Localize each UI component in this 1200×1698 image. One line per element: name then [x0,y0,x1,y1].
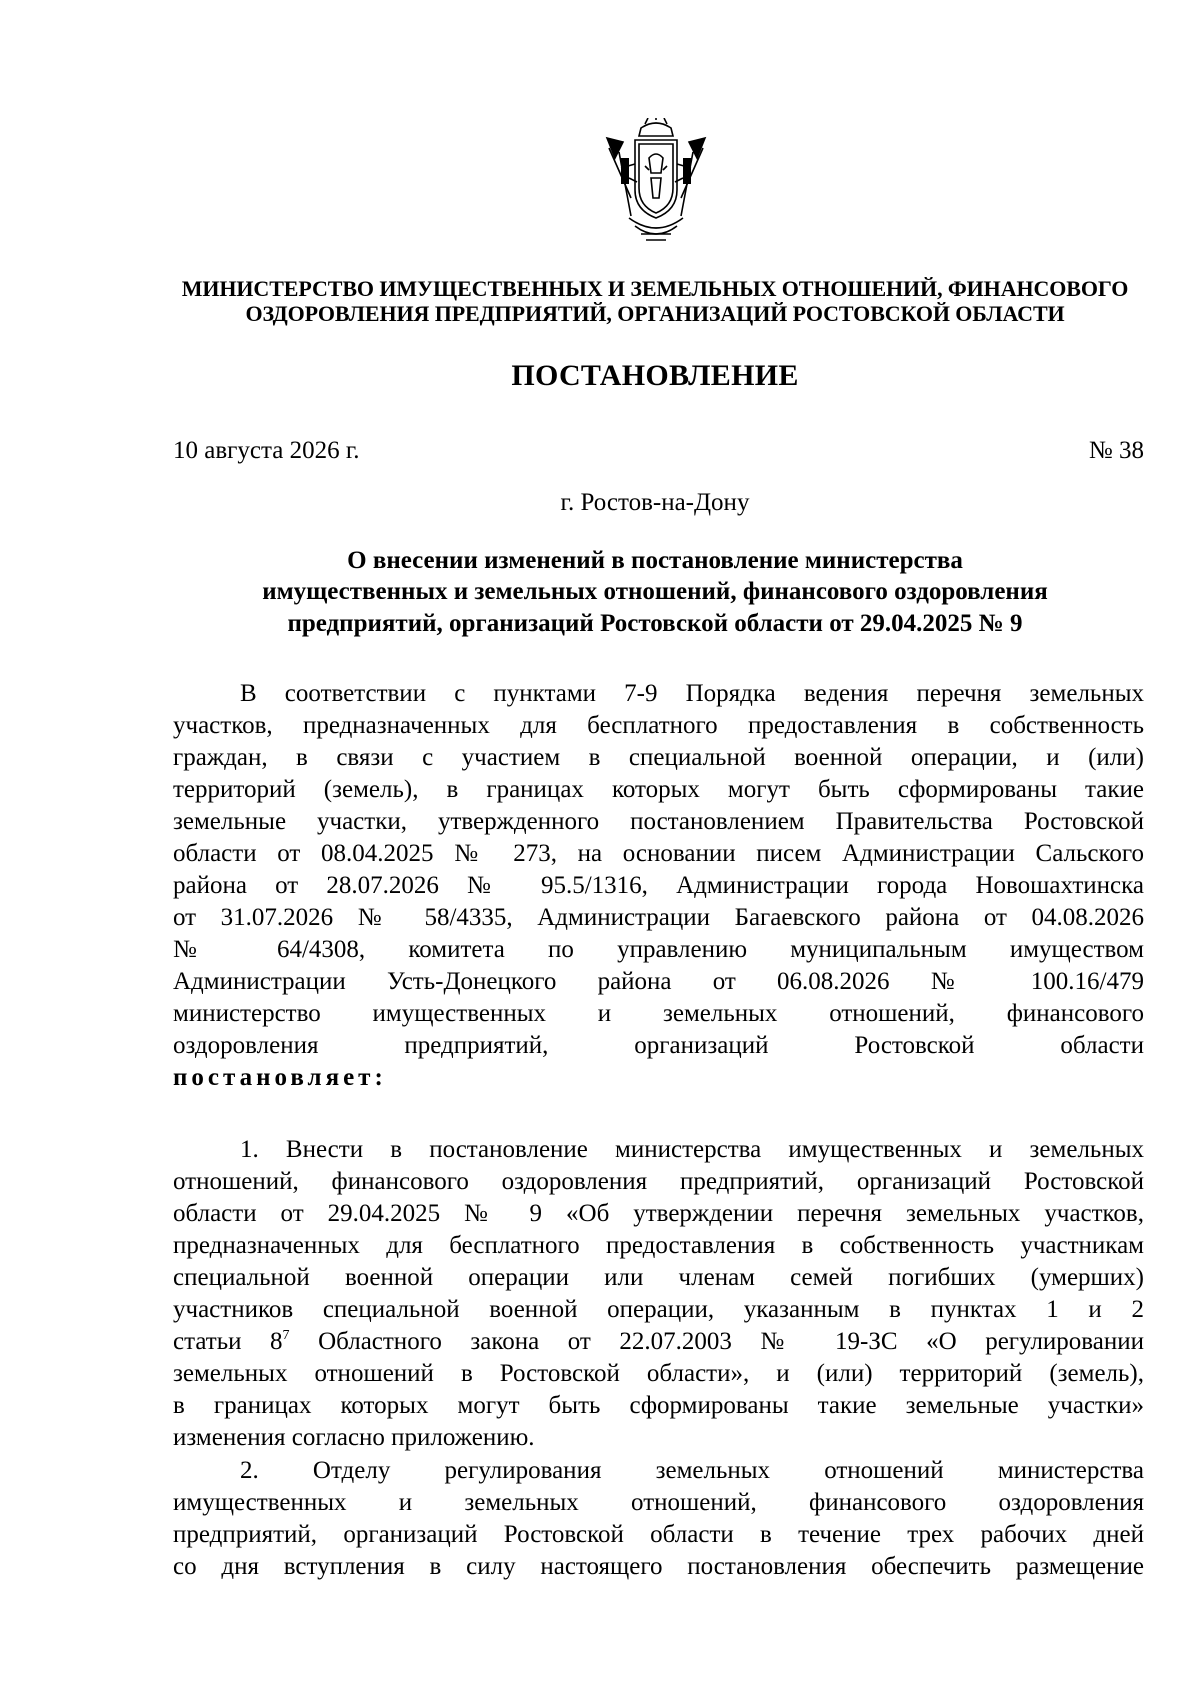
resolves-word: постановляет: [173,1064,387,1091]
text-line: предприятий, организаций Ростовской области в течение трех рабочих дней [173,1521,1144,1548]
text-line: оздоровления предприятий, организаций Ростовской области [173,1032,1144,1059]
text-line: имущественных и земельных отношений, финансового оздоровления [173,1489,1144,1516]
text-line: участков, предназначенных для бесплатного предоставления в собственность [173,712,1144,739]
document-type-heading: ПОСТАНОВЛЕНИЕ [511,359,799,392]
text-line: предназначенных для бесплатного предоставления в собственность участникам [173,1232,1144,1259]
text-line: изменения согласно приложению. [173,1424,535,1451]
text-line: № 64/4308, комитета по управлению муниципальным имуществом [173,936,1144,963]
text-line: земельных отношений в Ростовской области», и (или) территорий (земель), [173,1360,1144,1387]
text-line: 2. Отделу регулирования земельных отношений министерства [240,1457,1144,1484]
text-line [173,1326,1144,1358]
text-fragment: статьи 8 [173,1328,283,1355]
preamble-paragraph [173,678,1144,1094]
document-title-line: О внесении изменений в постановление министерства [347,547,963,574]
text-line: министерство имущественных и земельных отношений, финансового [173,1000,1144,1027]
text-line: В соответствии с пунктами 7-9 Порядка ведения перечня земельных [240,680,1144,707]
item-2-paragraph [173,1455,1144,1583]
text-line: со дня вступления в силу настоящего постановления обеспечить размещение [173,1553,1144,1580]
rostov-oblast-coat-of-arms-icon [601,118,711,248]
text-line: земельные участки, утвержденного постановлением Правительства Ростовской [173,808,1144,835]
text-line: отношений, финансового оздоровления предприятий, организаций Ростовской [173,1168,1144,1195]
text-line: территорий (земель), в границах которых могут быть сформированы такие [173,776,1144,803]
text-line: области от 29.04.2025 № 9 «Об утверждении перечня земельных участков, [173,1200,1144,1227]
text-line: района от 28.07.2026 № 95.5/1316, Администрации города Новошахтинска [173,872,1144,899]
text-line: области от 08.04.2025 № 273, на основании писем Администрации Сальского [173,840,1144,867]
superscript: 7 [282,1328,290,1343]
document-date: 10 августа 2026 г. [173,437,360,464]
ministry-name-line: МИНИСТЕРСТВО ИМУЩЕСТВЕННЫХ И ЗЕМЕЛЬНЫХ ОТНОШЕНИЙ, ФИНАНСОВОГО [181,276,1129,301]
document-number: № 38 [1088,437,1144,464]
text-fragment: Областного закона от 22.07.2003 № 19-ЗС «О регулировании [289,1328,1145,1355]
ministry-name-line: ОЗДОРОВЛЕНИЯ ПРЕДПРИЯТИЙ, ОРГАНИЗАЦИЙ РОСТОВСКОЙ ОБЛАСТИ [245,301,1065,326]
text-line: Администрации Усть-Донецкого района от 06.08.2026 № 100.16/479 [173,968,1144,995]
text-line: 1. Внести в постановление министерства имущественных и земельных [240,1136,1144,1163]
text-line: в границах которых могут быть сформированы такие земельные участки» [173,1392,1144,1419]
document-title-line: имущественных и земельных отношений, финансового оздоровления [262,578,1048,605]
item-1-paragraph [173,1134,1144,1454]
text-line: от 31.07.2026 № 58/4335, Администрации Багаевского района от 04.08.2026 [173,904,1144,931]
document-title-line: предприятий, организаций Ростовской области от 29.04.2025 № 9 [287,610,1023,637]
document-city: г. Ростов-на-Дону [560,489,750,516]
text-line: граждан, в связи с участием в специальной военной операции, и (или) [173,744,1144,771]
resolves-line [173,1062,1144,1094]
text-line: специальной военной операции или членам семей погибших (умерших) [173,1264,1144,1291]
text-line: участников специальной военной операции, указанным в пунктах 1 и 2 [173,1296,1144,1323]
